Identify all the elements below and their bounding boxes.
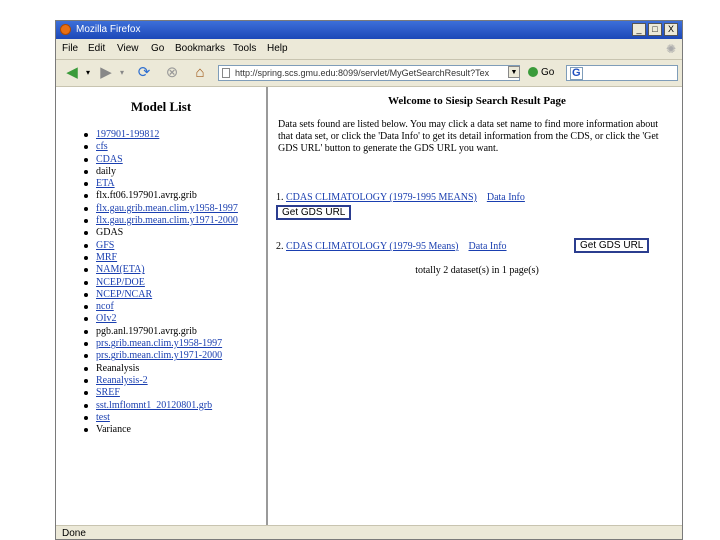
results-heading: Welcome to Siesip Search Result Page [388, 95, 566, 107]
data-info-link[interactable]: Data Info [486, 192, 525, 203]
model-link[interactable]: cfs [96, 141, 108, 153]
model-list-item[interactable] [84, 252, 238, 264]
model-list-item[interactable] [84, 215, 238, 227]
model-link[interactable]: CDAS [96, 153, 123, 165]
model-list-item[interactable] [84, 240, 238, 252]
status-text: Done [62, 528, 86, 539]
intro-text: Data sets found are listed below. You may click a data set name to find more information about that data set, or click the 'Data Info' to get its detail information from the CDS, or click the 'Get GDS URL' button to generate the GDS URL you want. [278, 119, 659, 154]
model-link[interactable]: sst.lmflomnt1_20120801.grb [96, 399, 213, 411]
model-link[interactable]: 197901-199812 [96, 129, 160, 140]
menu-bar [56, 39, 682, 59]
model-list-item[interactable] [84, 264, 238, 276]
model-list-item [84, 227, 238, 239]
go-button[interactable] [528, 65, 554, 81]
model-label: flx.ft06.197901.avrg.grib [96, 190, 197, 202]
go-label: Go [541, 67, 555, 78]
model-label: Variance [96, 424, 131, 436]
throbber-icon: ✺ [665, 42, 676, 56]
model-link[interactable]: ETA [96, 178, 115, 190]
model-link[interactable]: test [96, 411, 110, 423]
google-logo-icon: G [572, 67, 581, 79]
dataset-number: 2. [276, 241, 284, 252]
title-bar [56, 21, 682, 39]
get-gds-url-button[interactable]: Get GDS URL [276, 205, 351, 220]
model-list-item[interactable] [84, 313, 238, 325]
menu-edit[interactable]: Edit [88, 43, 106, 54]
menu-go[interactable]: Go [151, 43, 165, 54]
data-info-link[interactable]: Data Info [468, 241, 507, 252]
model-label: daily [96, 165, 116, 177]
model-link[interactable]: NAM(ETA) [96, 264, 145, 276]
dataset-row [276, 241, 507, 252]
model-list-item[interactable] [84, 154, 238, 166]
model-list-item[interactable] [84, 141, 238, 153]
model-list-item[interactable] [84, 289, 238, 301]
model-label: Reanalysis [96, 362, 140, 374]
navigation-toolbar [56, 59, 682, 87]
page-icon [222, 68, 230, 78]
model-list-item [84, 326, 238, 338]
model-list-item[interactable] [84, 400, 238, 412]
url-text: http://spring.scs.gmu.edu:8099/servlet/MyGetSearchResult?Tex [235, 68, 490, 78]
reload-icon[interactable]: ⟳ [137, 64, 151, 81]
model-list [84, 129, 238, 436]
model-list-item[interactable] [84, 375, 238, 387]
dataset-name-link[interactable]: CDAS CLIMATOLOGY (1979-95 Means) [286, 241, 459, 252]
back-dropdown-icon[interactable]: ▾ [85, 68, 90, 77]
model-list-item[interactable] [84, 412, 238, 424]
forward-arrow-icon[interactable]: ▶ [100, 64, 112, 81]
model-link[interactable]: GFS [96, 239, 115, 251]
get-gds-url-button[interactable]: Get GDS URL [574, 238, 649, 253]
stop-icon[interactable]: ⊗ [165, 64, 179, 81]
model-link[interactable]: NCEP/DOE [96, 276, 145, 288]
model-link[interactable]: Reanalysis-2 [96, 374, 148, 386]
model-link[interactable]: SREF [96, 387, 120, 399]
model-link[interactable]: NCEP/NCAR [96, 288, 153, 300]
model-list-item[interactable] [84, 338, 238, 350]
model-list-item[interactable] [84, 203, 238, 215]
results-total: totally 2 dataset(s) in 1 page(s) [415, 265, 539, 276]
home-icon[interactable]: ⌂ [195, 64, 205, 81]
model-list-item[interactable] [84, 301, 238, 313]
close-button[interactable]: X [664, 23, 678, 36]
model-link[interactable]: OIv2 [96, 313, 117, 325]
model-list-item[interactable] [84, 387, 238, 399]
back-arrow-icon[interactable]: ◀ [66, 64, 78, 81]
menu-bookmarks[interactable]: Bookmarks [175, 43, 226, 54]
address-dropdown-button[interactable]: ▼ [508, 66, 520, 78]
model-label: GDAS [96, 227, 124, 239]
model-link[interactable]: prs.grib.mean.clim.y1971-2000 [96, 350, 223, 362]
model-list-item[interactable] [84, 178, 238, 190]
model-list-item[interactable] [84, 277, 238, 289]
dataset-name-link[interactable]: CDAS CLIMATOLOGY (1979-1995 MEANS) [286, 192, 477, 203]
firefox-logo-icon [60, 24, 71, 35]
model-list-item [84, 166, 238, 178]
page-content [56, 87, 683, 525]
model-list-item[interactable] [84, 129, 238, 141]
menu-file[interactable]: File [62, 43, 79, 54]
minimize-button[interactable]: _ [632, 23, 646, 36]
model-list-item [84, 363, 238, 375]
model-label: pgb.anl.197901.avrg.grib [96, 325, 197, 337]
model-link[interactable]: MRF [96, 251, 118, 263]
status-bar [56, 525, 682, 540]
go-icon [528, 67, 538, 77]
model-list-item [84, 424, 238, 436]
dataset-number: 1. [276, 192, 284, 203]
forward-dropdown-icon[interactable]: ▾ [119, 68, 124, 77]
dataset-row [276, 192, 525, 203]
search-box[interactable] [566, 65, 678, 81]
model-list-item [84, 190, 238, 202]
model-link[interactable]: flx.gau.grib.mean.clim.y1958-1997 [96, 202, 238, 214]
menu-view[interactable]: View [117, 43, 139, 54]
menu-help[interactable]: Help [267, 43, 288, 54]
model-list-frame [56, 87, 268, 525]
model-list-heading: Model List [130, 99, 192, 114]
model-link[interactable]: flx.gau.grib.mean.clim.y1971-2000 [96, 215, 238, 227]
model-list-item[interactable] [84, 350, 238, 362]
model-link[interactable]: ncof [96, 301, 114, 313]
window-title: Mozilla Firefox [76, 24, 141, 35]
address-bar[interactable] [218, 65, 520, 81]
browser-window [55, 20, 683, 540]
results-frame [270, 87, 683, 525]
model-link[interactable]: prs.grib.mean.clim.y1958-1997 [96, 338, 223, 350]
menu-tools[interactable]: Tools [233, 43, 257, 54]
maximize-button[interactable]: □ [648, 23, 662, 36]
